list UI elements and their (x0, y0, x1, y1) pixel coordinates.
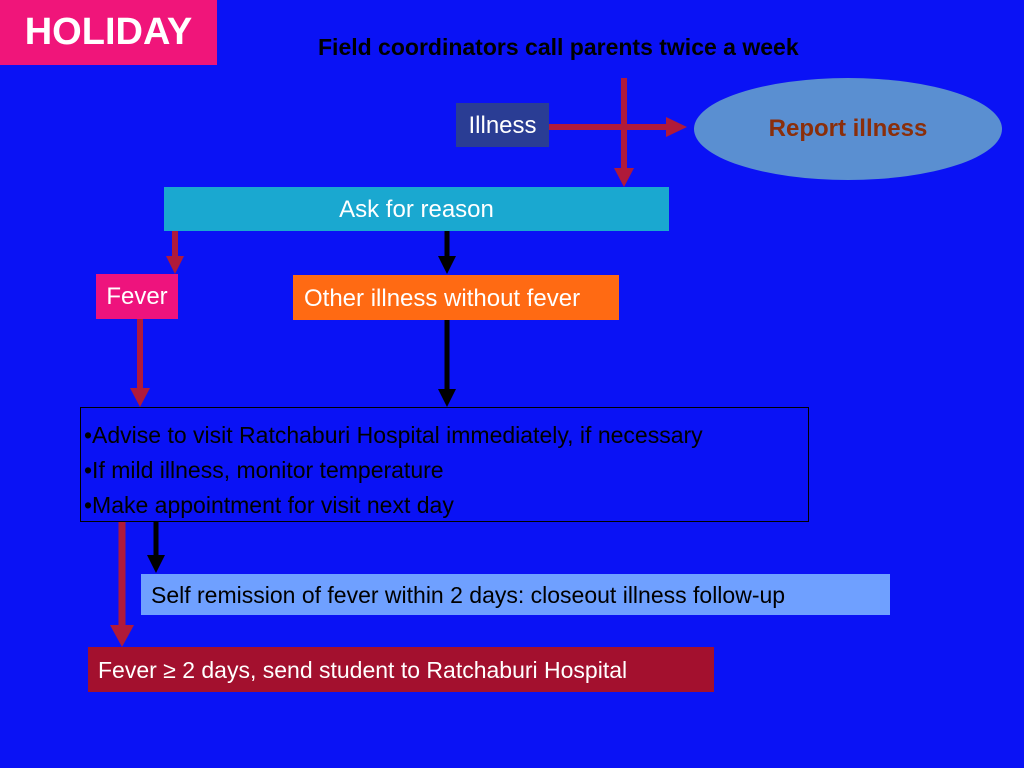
ask-reason-node: Ask for reason (164, 187, 669, 231)
advice-item: •Advise to visit Ratchaburi Hospital immediately, if necessary (84, 422, 703, 448)
report-illness-label: Report illness (768, 115, 928, 142)
advice-box (80, 407, 809, 522)
arrow-ask-to-other-head (438, 256, 456, 274)
arrow-fever-to-advice-head (130, 388, 150, 407)
diagram-header: Field coordinators call parents twice a week (318, 34, 799, 60)
advice-item: •If mild illness, monitor temperature (84, 457, 444, 483)
report-illness-node (694, 78, 1002, 180)
arrow-advice-to-remission-head (147, 555, 165, 573)
fever-hospital-node: Fever ≥ 2 days, send student to Ratchaburi Hospital (88, 647, 714, 692)
arrow-call-to-ask-head (614, 168, 634, 187)
arrow-illness-to-report-head (666, 117, 687, 137)
arrow-other-to-advice-head (438, 389, 456, 407)
arrow-advice-to-hospital-head (110, 625, 134, 647)
advice-item: •Make appointment for visit next day (84, 492, 454, 518)
illness-node: Illness (456, 103, 549, 147)
fever-node: Fever (96, 274, 178, 319)
holiday-banner: HOLIDAY (0, 0, 217, 65)
self-remission-node: Self remission of fever within 2 days: closeout illness follow-up (141, 574, 890, 615)
arrow-ask-to-fever-head (166, 256, 184, 274)
other-illness-node: Other illness without fever (293, 275, 619, 320)
